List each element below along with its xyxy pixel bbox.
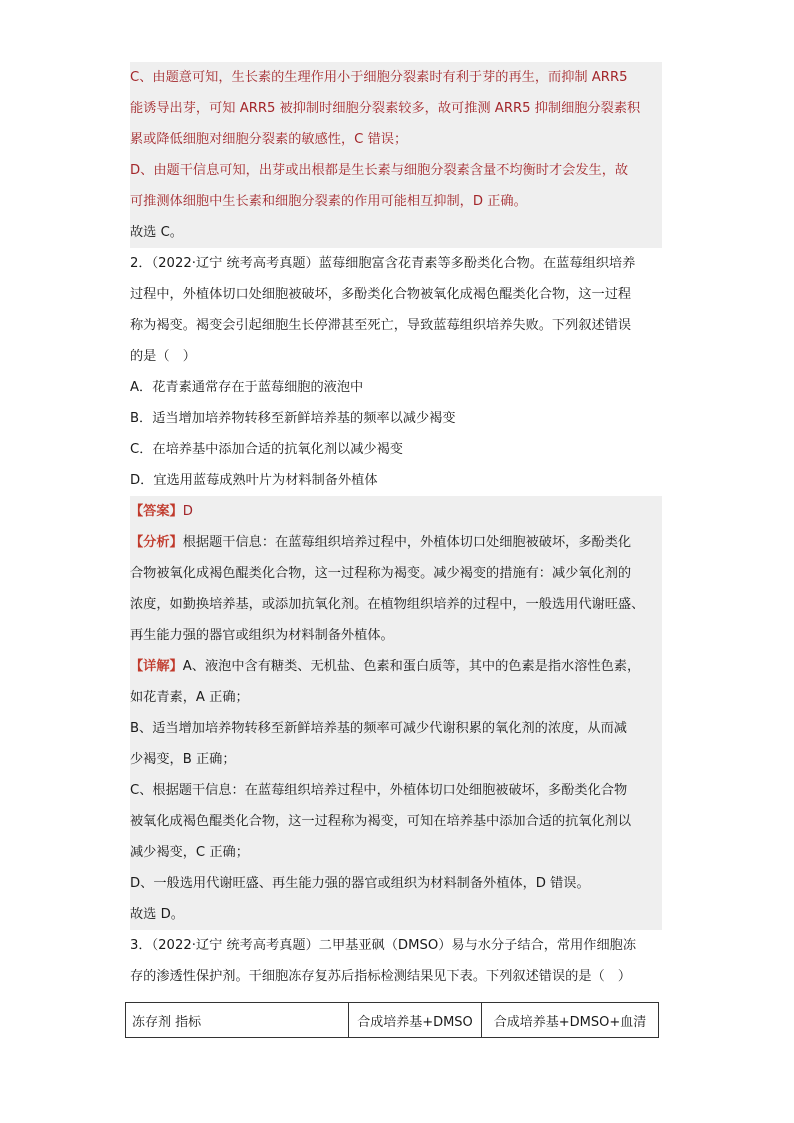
- text-line: 3．（2022·辽宁 统考高考真题）二甲基亚砜（DMSO）易与水分子结合，常用作细胞冻: [130, 938, 637, 953]
- text-line: 如花青素，A 正确；: [130, 690, 249, 705]
- table-header-cell: 冻存剂 指标: [126, 1003, 349, 1038]
- answer-tag: 【答案】: [130, 504, 183, 519]
- page-content: [130, 62, 662, 992]
- option-d: D．宜选用蓝莓成熟叶片为材料制备外植体: [130, 473, 378, 488]
- question-2-stem: [130, 248, 662, 372]
- text-line: 累或降低细胞对细胞分裂素的敏感性，C 错误；: [130, 132, 408, 147]
- text-line: 过程中，外植体切口处细胞被破坏，多酚类化合物被氧化成褐色醌类化合物，这一过程: [130, 287, 632, 302]
- answer-line: [130, 496, 662, 527]
- option-b: B．适当增加培养物转移至新鲜培养基的频率以减少褐变: [130, 411, 456, 426]
- text-line: 称为褐变。褐变会引起细胞生长停滞甚至死亡，导致蓝莓组织培养失败。下列叙述错误: [130, 318, 632, 333]
- question-3-stem: [130, 930, 662, 992]
- analysis-tag: 【分析】: [130, 535, 183, 550]
- table-row: [126, 1003, 659, 1038]
- text-line: 再生能力强的器官或组织为材料制备外植体。: [130, 628, 394, 643]
- table-header-cell: 合成培养基+DMSO: [349, 1003, 482, 1038]
- text-line: C、由题意可知，生长素的生理作用小于细胞分裂素时有利于芽的再生，而抑制 ARR5: [130, 70, 628, 85]
- text-line: 浓度，如勤换培养基，或添加抗氧化剂。在植物组织培养的过程中，一般选用代谢旺盛、: [130, 597, 645, 612]
- results-table: [125, 1002, 659, 1038]
- text-line: C、根据题干信息：在蓝莓组织培养过程中，外植体切口处细胞被破坏，多酚类化合物: [130, 783, 628, 798]
- text-line: B、适当增加培养物转移至新鲜培养基的频率可减少代谢积累的氧化剂的浓度，从而减: [130, 721, 627, 736]
- text-line: 合物被氧化成褐色醌类化合物，这一过程称为褐变。减少褐变的措施有：减少氧化剂的: [130, 566, 632, 581]
- option-c: C．在培养基中添加合适的抗氧化剂以减少褐变: [130, 442, 403, 457]
- prev-detail-d: [130, 155, 662, 217]
- text-line: 少褐变，B 正确；: [130, 752, 236, 767]
- text-line: 故选 D。: [130, 907, 184, 922]
- detail-block: [130, 651, 662, 930]
- text-line: 2．（2022·辽宁 统考高考真题）蓝莓细胞富含花青素等多酚类化合物。在蓝莓组织培养: [130, 256, 636, 271]
- text-line: 被氧化成褐色醌类化合物，这一过程称为褐变，可知在培养基中添加合适的抗氧化剂以: [130, 814, 632, 829]
- text-line: A、液泡中含有糖类、无机盐、色素和蛋白质等，其中的色素是指水溶性色素，: [182, 659, 641, 674]
- question-2-options: [130, 372, 662, 496]
- table-header-cell: 合成培养基+DMSO+血清: [482, 1003, 659, 1038]
- text-line: 能诱导出芽，可知 ARR5 被抑制时细胞分裂素较多，故可推测 ARR5 抑制细胞分裂素积: [130, 101, 641, 116]
- text-line: 减少褐变，C 正确；: [130, 845, 249, 860]
- analysis-block: [130, 527, 662, 651]
- text-line: D、由题干信息可知，出芽或出根都是生长素与细胞分裂素含量不均衡时才会发生，故: [130, 163, 629, 178]
- text-line: 存的渗透性保护剂。干细胞冻存复苏后指标检测结果见下表。下列叙述错误的是（ ）: [130, 969, 632, 984]
- option-a: A．花青素通常存在于蓝莓细胞的液泡中: [130, 380, 364, 395]
- text-line: 故选 C。: [130, 225, 183, 240]
- prev-detail-c: [130, 62, 662, 155]
- text-line: 根据题干信息：在蓝莓组织培养过程中，外植体切口处细胞被破坏，多酚类化: [182, 535, 632, 550]
- text-line: 可推测体细胞中生长素和细胞分裂素的作用可能相互抑制，D 正确。: [130, 194, 527, 209]
- answer-value: D: [182, 504, 193, 519]
- text-line: 的是（ ）: [130, 349, 196, 364]
- prev-choice: [130, 217, 662, 248]
- text-line: D、一般选用代谢旺盛、再生能力强的器官或组织为材料制备外植体，D 错误。: [130, 876, 590, 891]
- detail-tag: 【详解】: [130, 659, 183, 674]
